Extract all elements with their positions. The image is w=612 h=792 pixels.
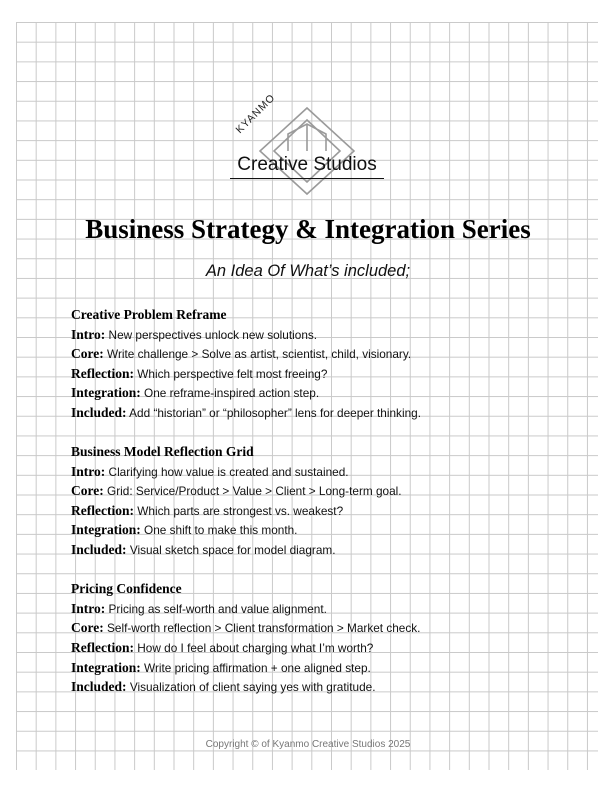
section-pricing-confidence — [71, 579, 591, 697]
row-text: Self-worth reflection > Client transformation > Market check. — [107, 621, 421, 636]
row-label: Intro: — [71, 600, 106, 616]
row-text: Add “historian” or “philosopher” lens for deeper thinking. — [129, 405, 421, 420]
row-label: Intro: — [71, 463, 106, 479]
row-text: New perspectives unlock new solutions. — [108, 327, 318, 342]
row-label: Integration: — [71, 659, 141, 675]
row-text: Grid: Service/Product > Value > Client > Long-term goal. — [107, 484, 402, 499]
page-subtitle: An Idea Of What’s included; — [205, 262, 411, 280]
sections-list — [71, 305, 591, 716]
row-core — [71, 344, 591, 364]
row-reflection — [71, 501, 591, 521]
row-text: Write pricing affirmation + one aligned step. — [144, 660, 371, 675]
row-integration — [71, 520, 591, 540]
row-label: Reflection: — [71, 365, 134, 381]
row-label: Included: — [71, 404, 127, 420]
section-title: Creative Problem Reframe — [71, 307, 227, 322]
logo-small-text: KYANMO — [233, 91, 278, 136]
row-intro — [71, 462, 591, 482]
row-included — [71, 677, 591, 697]
row-text: Visualization of client saying yes with gratitude. — [129, 680, 376, 695]
row-core — [71, 618, 591, 638]
row-text: Pricing as self-worth and value alignment. — [108, 601, 327, 616]
row-text: How do I feel about charging what I’m worth? — [137, 640, 374, 655]
row-label: Included: — [71, 679, 127, 695]
page-title: Business Strategy & Integration Series — [85, 214, 531, 244]
row-label: Reflection: — [71, 502, 134, 518]
row-text: Clarifying how value is created and sustained. — [108, 464, 349, 479]
row-text: Which parts are strongest vs. weakest? — [137, 503, 344, 518]
row-integration — [71, 658, 591, 678]
row-intro — [71, 325, 591, 345]
row-intro — [71, 599, 591, 619]
section-title: Business Model Reflection Grid — [71, 444, 254, 460]
row-label: Integration: — [71, 522, 141, 538]
row-label: Core: — [71, 620, 104, 636]
row-text: One reframe-inspired action step. — [144, 386, 320, 401]
row-label: Integration: — [71, 385, 141, 401]
section-creative-problem-reframe — [71, 305, 591, 423]
row-text: Visual sketch space for model diagram. — [129, 543, 336, 558]
brand-logo — [226, 91, 388, 196]
row-text: One shift to make this month. — [144, 523, 298, 538]
logo-main-text: Creative Studios — [230, 154, 384, 179]
row-included — [71, 403, 591, 423]
row-label: Core: — [71, 346, 104, 362]
row-integration — [71, 383, 591, 403]
row-reflection — [71, 638, 591, 658]
row-core — [71, 481, 591, 501]
row-included — [71, 540, 591, 560]
row-label: Core: — [71, 483, 104, 499]
copyright-footer: Copyright © of Kyanmo Creative Studios 2025 — [205, 739, 411, 750]
row-label: Included: — [71, 542, 127, 558]
row-label: Intro: — [71, 326, 106, 342]
row-reflection — [71, 364, 591, 384]
row-label: Reflection: — [71, 639, 134, 655]
section-title: Pricing Confidence — [71, 581, 182, 597]
row-text: Write challenge > Solve as artist, scientist, child, visionary. — [107, 347, 412, 362]
section-business-model-reflection-grid — [71, 442, 591, 560]
row-text: Which perspective felt most freeing? — [137, 366, 328, 381]
